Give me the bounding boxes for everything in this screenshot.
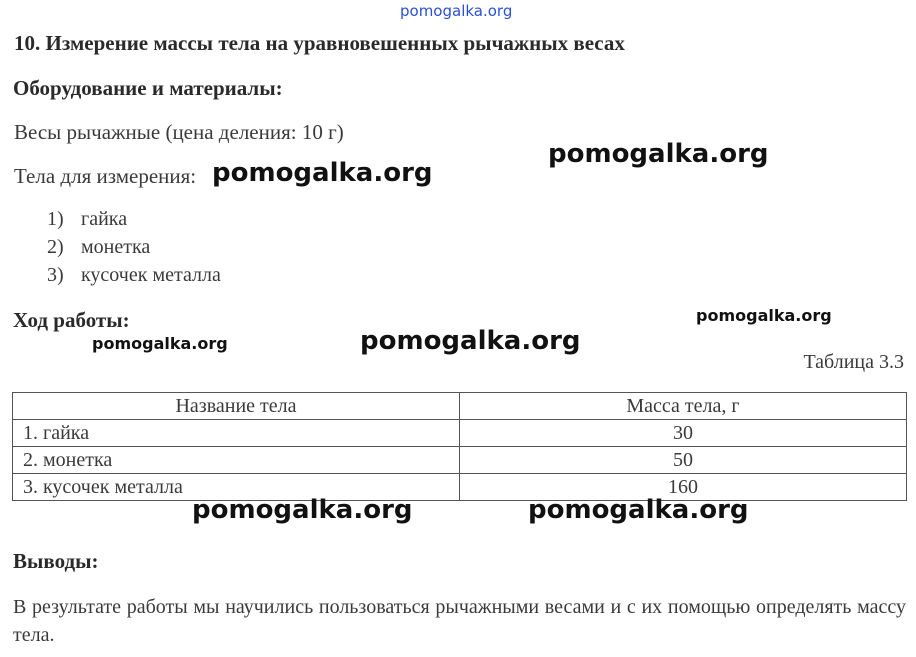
table-header-row bbox=[13, 393, 907, 420]
table-row bbox=[13, 420, 907, 447]
cell-body-mass: 160 bbox=[460, 474, 907, 501]
table-row bbox=[13, 474, 907, 501]
cell-body-name: 1. гайка bbox=[13, 420, 460, 447]
cell-body-name: 2. монетка bbox=[13, 447, 460, 474]
procedure-heading: Ход работы: bbox=[13, 308, 130, 332]
table-row bbox=[13, 447, 907, 474]
results-table bbox=[12, 392, 907, 501]
list-item-text: гайка bbox=[81, 208, 128, 230]
bodies-label: Тела для измерения: bbox=[14, 164, 197, 188]
watermark: pomogalka.org bbox=[528, 495, 749, 525]
table-caption: Таблица 3.3 bbox=[803, 351, 904, 373]
conclusions-heading: Выводы: bbox=[13, 549, 99, 573]
list-item-text: монетка bbox=[81, 236, 151, 258]
watermark: pomogalka.org bbox=[548, 139, 769, 169]
list-item-number: 3) bbox=[47, 264, 64, 286]
cell-body-mass: 50 bbox=[460, 447, 907, 474]
conclusions-text: В результате работы мы научились пользоваться рычажными весами и с их помощью определять массу тела. bbox=[13, 596, 906, 646]
column-header-mass: Масса тела, г bbox=[460, 393, 907, 420]
page-title: 10. Измерение массы тела на уравновешенных рычажных весах bbox=[14, 31, 625, 55]
watermark: pomogalka.org bbox=[212, 158, 433, 188]
watermark: pomogalka.org bbox=[696, 306, 832, 325]
column-header-name: Название тела bbox=[13, 393, 460, 420]
watermark: pomogalka.org bbox=[92, 334, 228, 353]
scales-text: Весы рычажные (цена деления: 10 г) bbox=[14, 120, 344, 144]
watermark: pomogalka.org bbox=[192, 495, 413, 525]
equipment-heading: Оборудование и материалы: bbox=[13, 76, 283, 100]
list-item-number: 1) bbox=[47, 208, 64, 230]
cell-body-name: 3. кусочек металла bbox=[13, 474, 460, 501]
cell-body-mass: 30 bbox=[460, 420, 907, 447]
watermark: pomogalka.org bbox=[360, 326, 581, 356]
list-item-text: кусочек металла bbox=[81, 264, 221, 286]
list-item-number: 2) bbox=[47, 236, 64, 258]
watermark-top: pomogalka.org bbox=[400, 2, 513, 20]
